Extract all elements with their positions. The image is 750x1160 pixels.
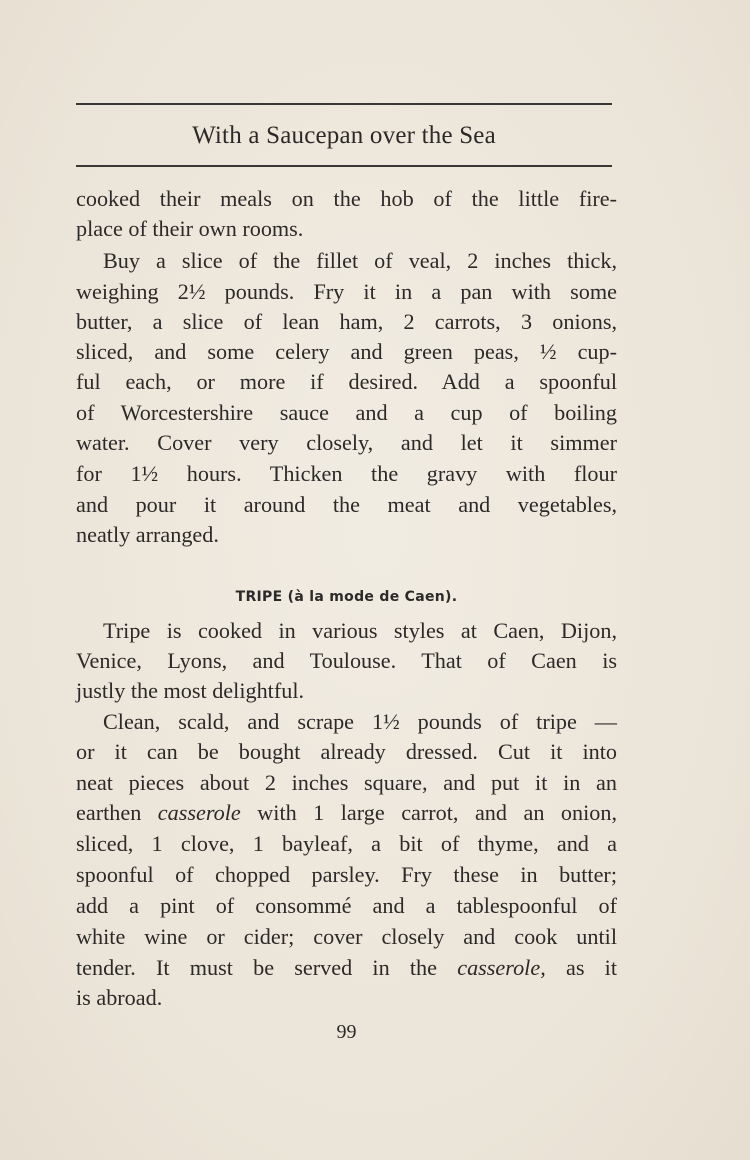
body-line: of Worcestershire sauce and a cup of boiling	[76, 400, 617, 425]
tripe-line: Tripe is cooked in various styles at Caen, Dijon,	[103, 618, 617, 643]
tripe-line: sliced, 1 clove, 1 bayleaf, a bit of thyme, and a	[76, 831, 617, 856]
tripe-line-text: as it	[545, 955, 617, 980]
italic-casserole: casserole	[157, 800, 241, 825]
tripe-line: is abroad.	[76, 985, 163, 1010]
body-line: place of their own rooms.	[76, 216, 304, 241]
tripe-line: or it can be bought already dressed. Cut it into	[76, 739, 617, 764]
page-number: 99	[336, 1021, 357, 1043]
body-line: butter, a slice of lean ham, 2 carrots, 3 onions,	[76, 309, 617, 334]
header-rule-top	[76, 103, 612, 105]
body-line: ful each, or more if desired. Add a spoonful	[76, 369, 617, 394]
tripe-line: spoonful of chopped parsley. Fry these in butter;	[76, 862, 617, 887]
body-line: Buy a slice of the fillet of veal, 2 inches thick,	[103, 248, 617, 273]
tripe-line: white wine or cider; cover closely and cook until	[76, 924, 617, 949]
tripe-line: neat pieces about 2 inches square, and put it in an	[76, 770, 617, 795]
body-line: water. Cover very closely, and let it simmer	[76, 430, 617, 455]
tripe-line-text: earthen	[76, 800, 158, 825]
body-line: neatly arranged.	[76, 522, 219, 547]
recipe-heading: TRIPE (à la mode de Caen).	[235, 589, 458, 605]
tripe-line: Clean, scald, and scrape 1½ pounds of tripe —	[103, 709, 617, 734]
tripe-line: justly the most delightful.	[76, 678, 305, 703]
body-line: sliced, and some celery and green peas, ½ cup-	[76, 339, 617, 364]
tripe-line-text: tender. It must be served in the	[76, 955, 458, 980]
running-head: With a Saucepan over the Sea	[192, 122, 496, 149]
tripe-line: add a pint of consommé and a tablespoonful of	[76, 893, 617, 918]
body-line: for 1½ hours. Thicken the gravy with flour	[76, 461, 617, 486]
tripe-line: Venice, Lyons, and Toulouse. That of Caen is	[76, 648, 617, 673]
tripe-line	[76, 953, 617, 983]
italic-casserole: casserole,	[457, 955, 546, 980]
tripe-line	[76, 798, 617, 828]
body-line: weighing 2½ pounds. Fry it in a pan with some	[76, 279, 617, 304]
header-rule-bottom	[76, 165, 612, 167]
body-line: cooked their meals on the hob of the little fire-	[76, 186, 617, 211]
body-line: and pour it around the meat and vegetables,	[76, 492, 617, 517]
tripe-line-text: with 1 large carrot, and an onion,	[240, 800, 617, 825]
